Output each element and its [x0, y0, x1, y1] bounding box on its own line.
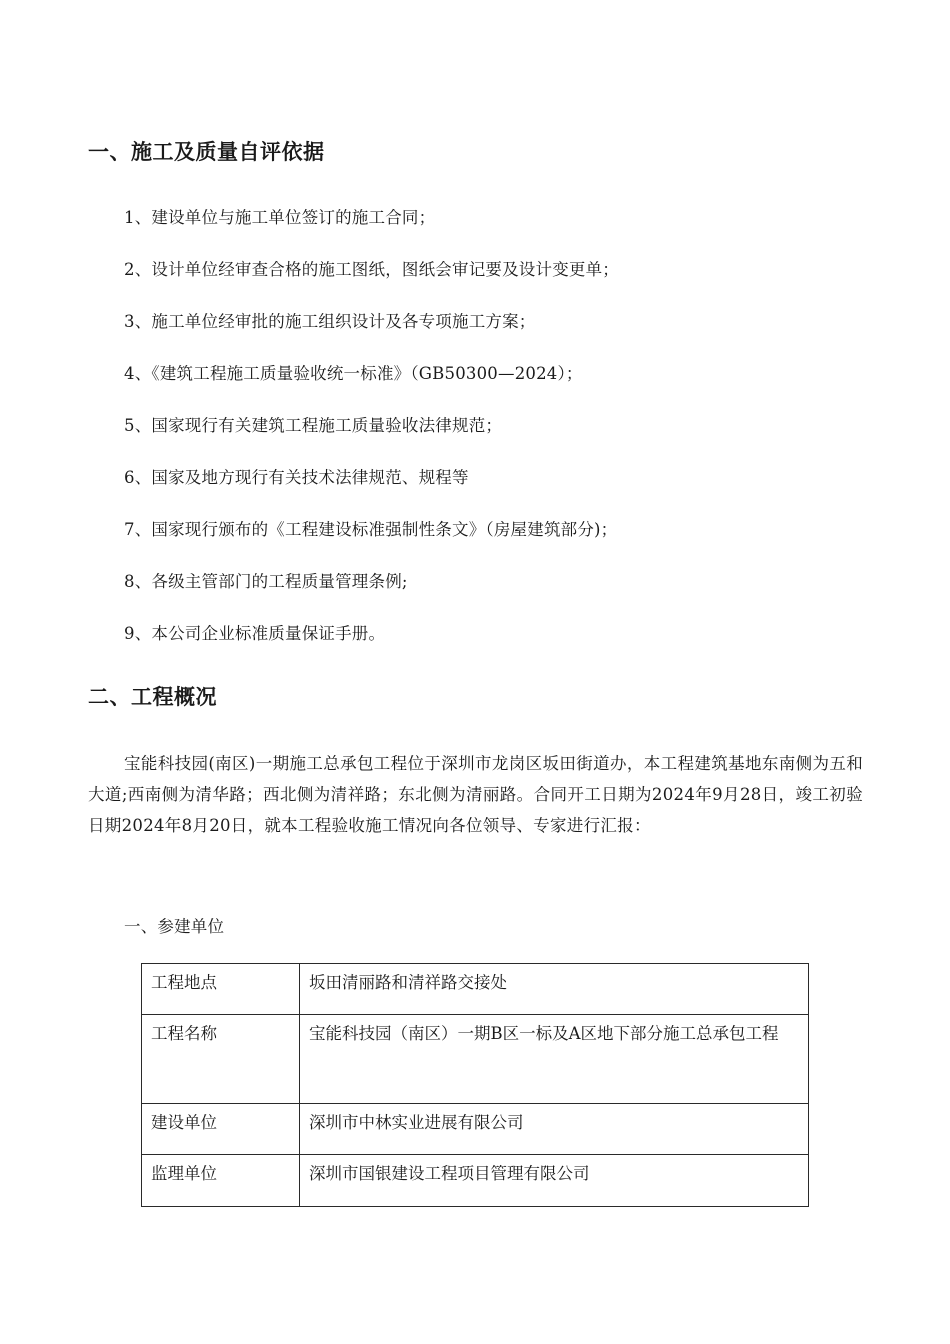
table-cell-value: 坂田清丽路和清祥路交接处	[300, 964, 809, 1015]
table-cell-value: 深圳市中林实业进展有限公司	[300, 1104, 809, 1155]
list-item: 9、本公司企业标准质量保证手册。	[124, 624, 386, 643]
table-cell-value: 深圳市国银建设工程项目管理有限公司	[300, 1155, 809, 1207]
participants-subheading: 一、参建单位	[124, 917, 225, 936]
participants-table	[141, 963, 809, 1207]
list-item: 1、建设单位与施工单位签订的施工合同；	[124, 208, 436, 227]
list-item: 3、施工单位经审批的施工组织设计及各专项施工方案；	[124, 312, 536, 331]
table-row	[142, 1015, 809, 1104]
basis-list	[124, 205, 619, 673]
list-item: 2、设计单位经审查合格的施工图纸，图纸会审记要及设计变更单；	[124, 260, 619, 279]
table-cell-label: 工程名称	[142, 1015, 300, 1104]
table-row	[142, 964, 809, 1015]
list-item: 6、国家及地方现行有关技术法律规范、规程等	[124, 468, 469, 487]
list-item: 5、国家现行有关建筑工程施工质量验收法律规范；	[124, 416, 503, 435]
table-cell-label: 监理单位	[142, 1155, 300, 1207]
table-row	[142, 1155, 809, 1207]
section-heading-overview: 二、工程概况	[88, 685, 217, 709]
table-cell-label: 工程地点	[142, 964, 300, 1015]
overview-paragraph: 宝能科技园(南区)一期施工总承包工程位于深圳市龙岗区坂田街道办，本工程建筑基地东南侧为五和大道;西南侧为清华路；西北侧为清祥路；东北侧为清丽路。合同开工日期为2024年9月28日，竣工初验日期2024年8月20日，就本工程验收施工情况向各位领导、专家进行汇报：	[88, 754, 863, 835]
list-item: 8、各级主管部门的工程质量管理条例;	[124, 572, 408, 591]
table-cell-value: 宝能科技园（南区）一期B区一标及A区地下部分施工总承包工程	[300, 1015, 809, 1104]
table-cell-label: 建设单位	[142, 1104, 300, 1155]
table-row	[142, 1104, 809, 1155]
list-item: 4、《建筑工程施工质量验收统一标准》（GB50300—2024）；	[124, 364, 583, 383]
list-item: 7、国家现行颁布的《工程建设标准强制性条文》（房屋建筑部分)；	[124, 520, 618, 539]
section-heading-basis: 一、施工及质量自评依据	[88, 140, 325, 164]
